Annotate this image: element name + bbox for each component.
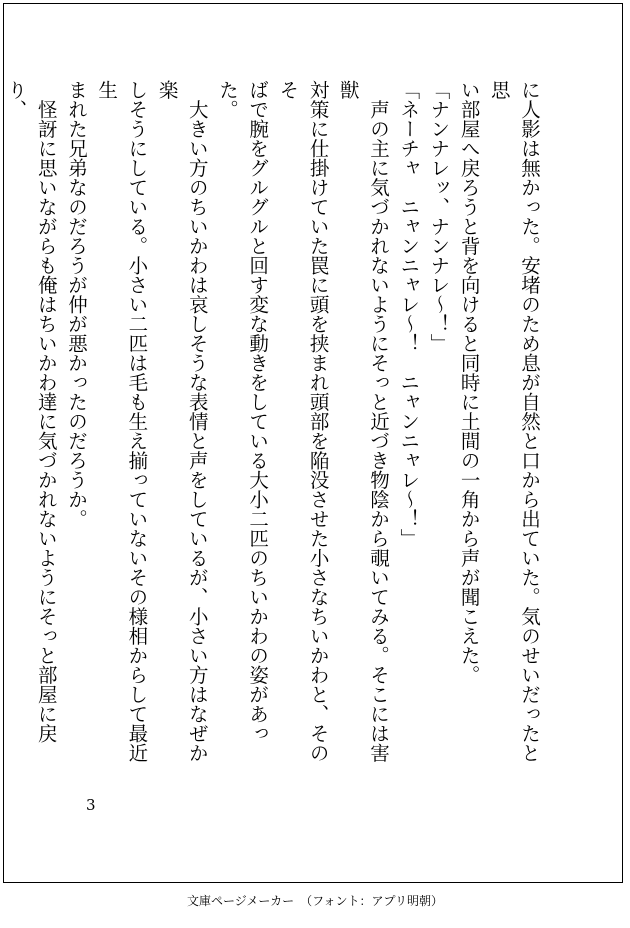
text-line-4: 「ネーチャ ニャンニャレ〜！ ニャンニャレ〜！」 bbox=[397, 80, 421, 548]
text-line-3: 「ナンナレッ、ナンナレ〜！」 bbox=[427, 80, 451, 353]
text-line-2: い部屋へ戻ろうと背を向けると同時に土間の一角から声が聞こえた。 bbox=[457, 80, 481, 685]
vertical-text-body bbox=[4, 80, 544, 780]
page-number: 3 bbox=[86, 796, 96, 814]
footer-caption: 文庫ページメーカー （フォント：アプリ明朝） bbox=[186, 894, 444, 908]
text-line-1: に人影は無かった。安堵のため息が自然と口から出ていた。気のせいだったと思 bbox=[487, 80, 541, 763]
text-line-11: 怪訝に思いながらも俺はちいかわ達に気づかれないようにそっと部屋に戻り、 bbox=[4, 80, 58, 743]
text-line-8: 大きい方のちいかわは哀しそうな表情と声をしているが、小さい方はなぜか楽 bbox=[155, 80, 209, 763]
text-line-7: ばで腕をグルグルと回す変な動きをしている大小二匹のちいかわの姿があった。 bbox=[215, 80, 270, 743]
text-line-6: 対策に仕掛けていた罠に頭を挟まれ頭部を陥没させた小さなちいかわと、そのそ bbox=[276, 80, 330, 763]
text-line-5: 声の主に気づかれないようにそっと近づき物陰から覗いてみる。そこには害獣 bbox=[336, 80, 390, 763]
text-line-10: まれた兄弟なのだろうが仲が悪かったのだろうか。 bbox=[64, 80, 88, 529]
text-line-9: しそうにしている。小さい二匹は毛も生え揃っていないその様相からして最近生 bbox=[95, 80, 149, 763]
